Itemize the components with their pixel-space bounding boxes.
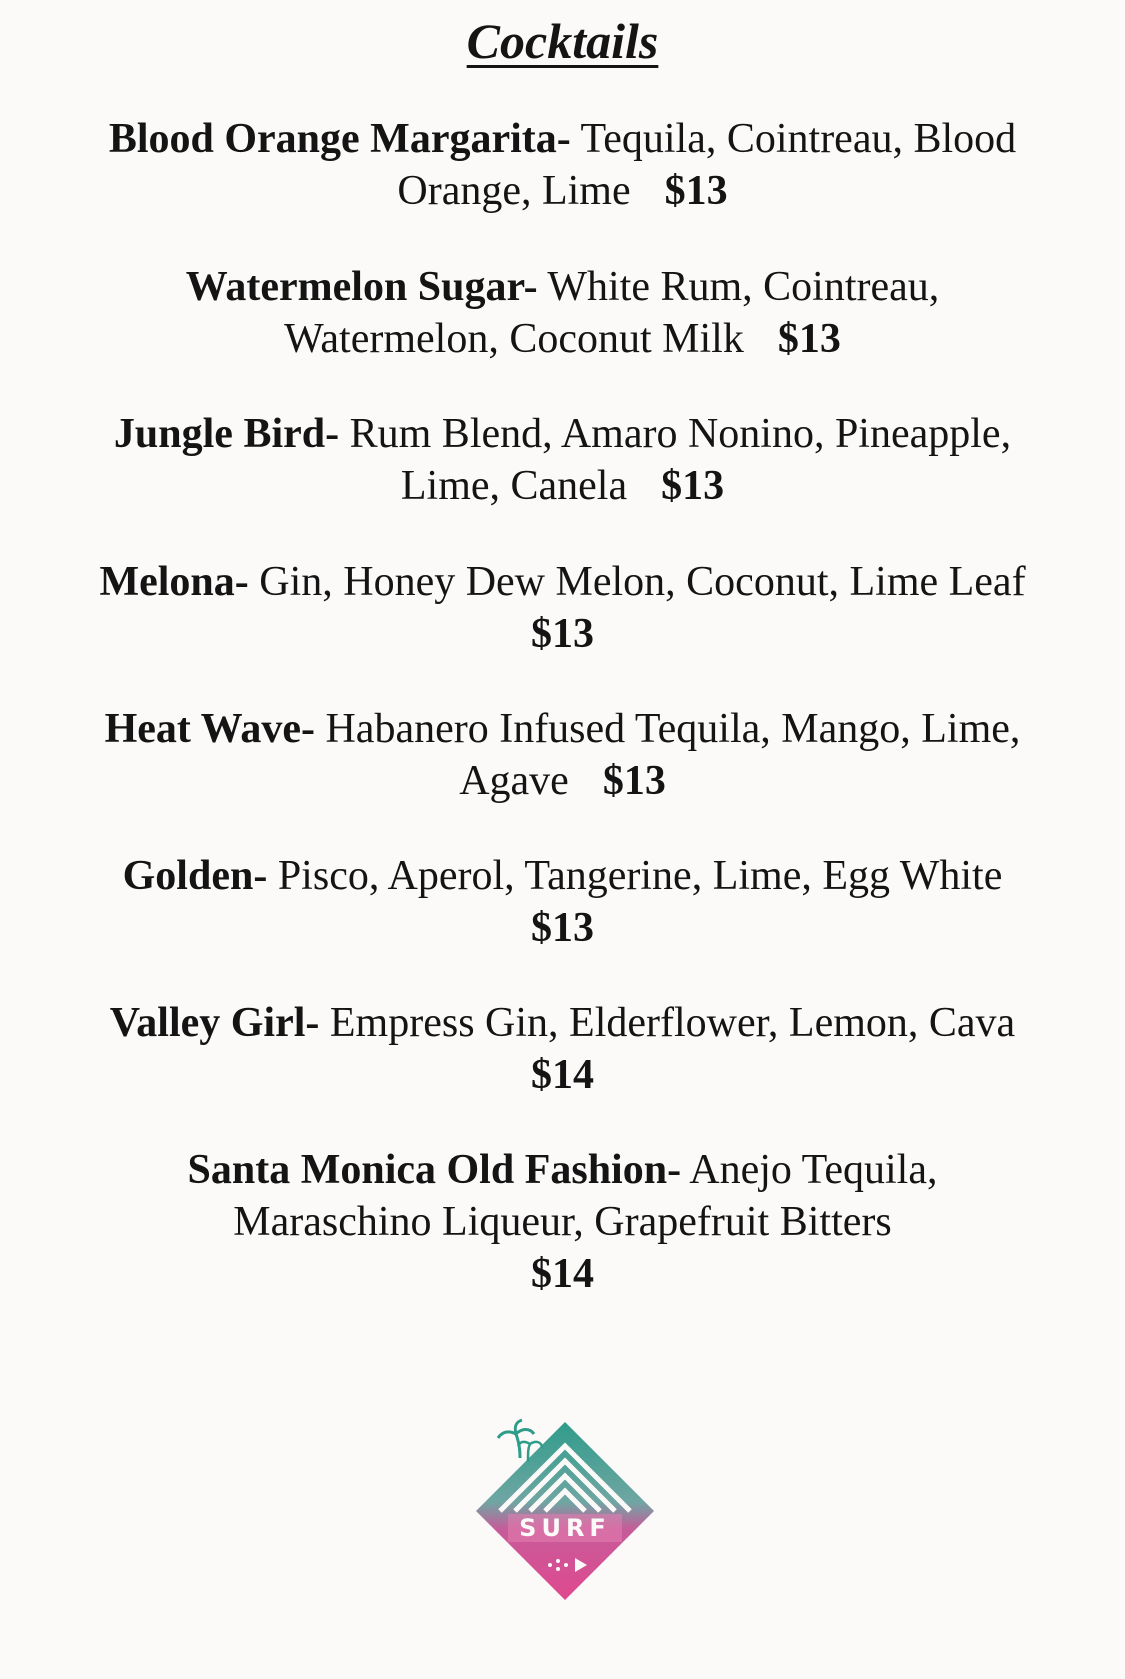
item-price: $14 xyxy=(531,1052,594,1098)
menu-item xyxy=(70,408,1055,512)
item-ingredients: White Rum, Cointreau, xyxy=(547,264,940,310)
item-name: Heat Wave- xyxy=(104,706,315,752)
item-price: $13 xyxy=(664,168,728,214)
menu-item xyxy=(70,703,1055,807)
item-name: Valley Girl- xyxy=(109,1000,320,1046)
menu-item xyxy=(70,113,1055,217)
item-ingredients-continued: Orange, Lime xyxy=(397,168,631,214)
item-ingredients-continued: Watermelon, Coconut Milk xyxy=(284,316,744,362)
item-name: Melona- xyxy=(99,559,249,605)
item-name: Watermelon Sugar- xyxy=(185,264,538,310)
logo-text: SURF xyxy=(519,1514,611,1542)
menu-item xyxy=(70,261,1055,365)
item-name: Santa Monica Old Fashion- xyxy=(187,1147,682,1193)
item-price: $13 xyxy=(602,758,666,804)
surf-logo xyxy=(470,1418,660,1608)
item-ingredients-continued: Agave xyxy=(459,758,569,804)
item-ingredients: Empress Gin, Elderflower, Lemon, Cava xyxy=(329,1000,1016,1046)
item-price: $13 xyxy=(531,905,594,951)
item-price: $13 xyxy=(777,316,841,362)
item-price: $13 xyxy=(661,463,725,509)
item-ingredients-continued: Lime, Canela xyxy=(400,463,628,509)
surf-logo-icon xyxy=(470,1418,660,1608)
item-name: Jungle Bird- xyxy=(113,411,340,457)
item-price: $13 xyxy=(531,611,594,657)
item-ingredients: Pisco, Aperol, Tangerine, Lime, Egg White xyxy=(277,853,1003,899)
item-ingredients: Habanero Infused Tequila, Mango, Lime, xyxy=(325,706,1021,752)
menu-item xyxy=(70,997,1055,1101)
menu-item xyxy=(70,556,1055,660)
item-name: Golden- xyxy=(122,853,268,899)
item-ingredients-continued: Maraschino Liqueur, Grapefruit Bitters xyxy=(233,1199,892,1245)
item-ingredients: Gin, Honey Dew Melon, Coconut, Lime Leaf xyxy=(259,559,1026,605)
menu-item xyxy=(70,850,1055,954)
menu-item xyxy=(70,1144,1055,1300)
menu-title: Cocktails xyxy=(466,13,659,69)
item-name: Blood Orange Margarita- xyxy=(108,116,571,162)
item-ingredients: Rum Blend, Amaro Nonino, Pineapple, xyxy=(349,411,1012,457)
item-ingredients: Tequila, Cointreau, Blood xyxy=(580,116,1017,162)
item-price: $14 xyxy=(531,1251,594,1297)
item-ingredients: Anejo Tequila, xyxy=(689,1147,938,1193)
